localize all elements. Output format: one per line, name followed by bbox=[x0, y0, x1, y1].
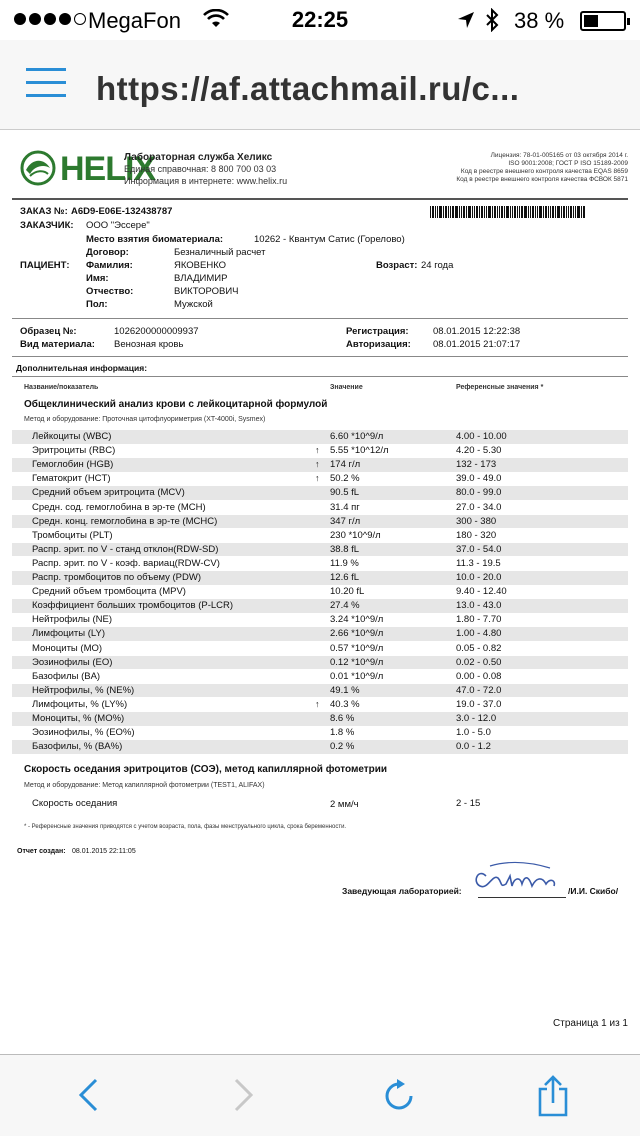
lab-title: Лабораторная служба Хеликс bbox=[124, 152, 273, 163]
chevron-left-icon[interactable] bbox=[76, 1077, 100, 1118]
material-label: Вид материала: bbox=[20, 339, 95, 350]
license-line: Код в реестре внешнего контроля качества ФСВОК 5871 bbox=[456, 176, 628, 183]
row-name: Эозинофилы (EO) bbox=[32, 656, 113, 668]
extra-info-label: Дополнительная информация: bbox=[16, 363, 148, 373]
esr-name: Скорость оседания bbox=[32, 798, 118, 809]
row-value: 347 г/л bbox=[330, 515, 361, 527]
row-name: Эозинофилы, % (EO%) bbox=[32, 727, 135, 739]
row-name: Моноциты (MO) bbox=[32, 642, 103, 654]
license-line: Лицензия: 78-01-005165 от 03 октября 2014 г. bbox=[490, 152, 628, 159]
name-label: Имя: bbox=[86, 273, 109, 284]
row-name: Средн. сод. гемоглобина в эр-те (MCH) bbox=[32, 501, 206, 513]
row-ref: 47.0 - 72.0 bbox=[456, 684, 502, 696]
table-row bbox=[12, 627, 628, 641]
row-value: 174 г/л bbox=[330, 459, 361, 471]
row-value: 0.12 *10^9/л bbox=[330, 656, 384, 668]
divider bbox=[12, 318, 628, 319]
row-ref: 39.0 - 49.0 bbox=[456, 473, 502, 485]
barcode bbox=[430, 206, 630, 218]
customer-value: ООО "Эссере" bbox=[86, 220, 150, 231]
registration-value: 08.01.2015 12:22:38 bbox=[433, 326, 521, 337]
customer-label: ЗАКАЗЧИК: bbox=[20, 220, 74, 231]
row-value: 49.1 % bbox=[330, 684, 360, 696]
row-name: Лимфоциты (LY) bbox=[32, 628, 105, 640]
table-row bbox=[12, 684, 628, 698]
head-label: Заведующая лабораторией: bbox=[342, 886, 462, 896]
row-name: Моноциты, % (MO%) bbox=[32, 713, 125, 724]
name-value: ВЛАДИМИР bbox=[174, 273, 228, 284]
row-ref: 1.0 - 5.0 bbox=[456, 727, 491, 739]
row-value: 0.2 % bbox=[330, 741, 355, 753]
location-arrow-icon bbox=[456, 10, 476, 36]
row-arrow: ↑ bbox=[315, 698, 320, 709]
row-value: 31.4 пг bbox=[330, 501, 360, 513]
table-row bbox=[12, 613, 628, 627]
reload-icon[interactable] bbox=[382, 1079, 416, 1118]
row-value: 11.9 % bbox=[330, 557, 359, 569]
menu-icon[interactable] bbox=[26, 68, 66, 100]
table-row bbox=[12, 557, 628, 571]
table-row bbox=[12, 712, 628, 726]
table-row bbox=[12, 472, 628, 486]
status-time: 22:25 bbox=[291, 7, 349, 32]
row-name: Эритроциты (RBC) bbox=[32, 445, 116, 457]
surname-label: Фамилия: bbox=[86, 260, 133, 271]
col-value-header: Значение bbox=[330, 384, 363, 391]
row-value: 90.5 fL bbox=[330, 487, 360, 499]
table-row bbox=[12, 543, 628, 557]
row-ref: 1.00 - 4.80 bbox=[456, 628, 502, 640]
row-ref: 27.0 - 34.0 bbox=[456, 501, 502, 513]
table-row bbox=[12, 656, 628, 670]
sex-value: Мужской bbox=[174, 299, 213, 310]
esr-title: Скорость оседания эритроцитов (СОЭ), метод капиллярной фотометрии bbox=[24, 764, 388, 775]
table-row bbox=[12, 740, 628, 754]
sample-place-label: Место взятия биоматериала: bbox=[86, 234, 224, 245]
report-created-value: 08.01.2015 22:11:05 bbox=[72, 848, 136, 855]
table-row bbox=[12, 501, 628, 515]
table-row bbox=[12, 430, 628, 444]
row-value: 3.24 *10^9/л bbox=[330, 614, 384, 626]
cbc-title: Общеклинический анализ крови с лейкоцитарной формулой bbox=[24, 399, 328, 410]
age-value: 24 года bbox=[421, 260, 454, 271]
helix-logo bbox=[20, 148, 156, 188]
url-text[interactable]: https://af.attachmail.ru/c... bbox=[96, 70, 520, 107]
report-created-label: Отчет создан: bbox=[17, 848, 66, 855]
row-ref: 9.40 - 12.40 bbox=[456, 586, 507, 598]
row-ref: 0.00 - 0.08 bbox=[456, 670, 502, 682]
row-ref: 300 - 380 bbox=[456, 515, 497, 527]
sample-place-value: 10262 - Квантум Сатис (Горелово) bbox=[254, 234, 405, 245]
lab-phone: Единая справочная: 8 800 700 03 03 bbox=[124, 164, 277, 174]
col-name-header: Название/показатель bbox=[24, 384, 99, 391]
row-ref: 0.02 - 0.50 bbox=[456, 656, 502, 668]
divider bbox=[12, 198, 628, 200]
row-ref: 4.20 - 5.30 bbox=[456, 445, 502, 457]
carrier-name: MegaFon bbox=[88, 8, 181, 33]
authorization-label: Авторизация: bbox=[346, 339, 411, 350]
share-icon[interactable] bbox=[536, 1075, 570, 1122]
row-name: Тромбоциты (PLT) bbox=[32, 529, 113, 541]
registration-label: Регистрация: bbox=[346, 326, 409, 337]
esr-ref: 2 - 15 bbox=[456, 798, 481, 809]
divider bbox=[12, 376, 628, 377]
surname-value: ЯКОВЕНКО bbox=[174, 260, 227, 271]
row-name: Коэффициент больших тромбоцитов (P-LCR) bbox=[32, 600, 234, 612]
row-ref: 132 - 173 bbox=[456, 459, 497, 471]
license-line: Код в реестре внешнего контроля качества EQAS 8659 bbox=[460, 168, 628, 175]
table-row bbox=[12, 670, 628, 684]
row-ref: 80.0 - 99.0 bbox=[456, 487, 502, 499]
row-name: Лимфоциты, % (LY%) bbox=[32, 698, 128, 710]
table-row bbox=[12, 585, 628, 599]
row-value: 8.6 % bbox=[330, 713, 355, 724]
divider bbox=[12, 356, 628, 357]
row-name: Средний объем тромбоцита (MPV) bbox=[32, 586, 186, 598]
col-ref-header: Референсные значения * bbox=[456, 384, 544, 391]
row-ref: 0.0 - 1.2 bbox=[456, 741, 491, 753]
row-name: Распр. тромбоцитов по объему (PDW) bbox=[32, 572, 202, 583]
row-name: Базофилы (BA) bbox=[32, 670, 101, 682]
patronymic-label: Отчество: bbox=[86, 286, 134, 297]
page-number: Страница 1 из 1 bbox=[553, 1018, 628, 1029]
row-arrow: ↑ bbox=[315, 445, 320, 456]
row-value: 27.4 % bbox=[330, 600, 360, 612]
row-ref: 37.0 - 54.0 bbox=[456, 543, 502, 555]
row-value: 5.55 *10^12/л bbox=[330, 445, 389, 457]
row-value: 1.8 % bbox=[330, 727, 355, 739]
row-ref: 19.0 - 37.0 bbox=[456, 698, 502, 710]
cbc-method: Метод и оборудование: Проточная цитофлуориметрия (XT-4000i, Sysmex) bbox=[24, 416, 266, 423]
row-name: Базофилы, % (BA%) bbox=[32, 741, 123, 753]
row-value: 6.60 *10^9/л bbox=[330, 431, 384, 442]
bluetooth-icon bbox=[484, 8, 500, 38]
row-name: Средний объем эритроцита (MCV) bbox=[32, 487, 185, 499]
row-ref: 13.0 - 43.0 bbox=[456, 600, 502, 612]
head-name: /И.И. Скибо/ bbox=[568, 886, 619, 896]
row-value: 50.2 % bbox=[330, 473, 360, 485]
row-value: 230 *10^9/л bbox=[330, 529, 381, 541]
chevron-right-icon[interactable] bbox=[232, 1077, 256, 1118]
row-name: Лейкоциты (WBC) bbox=[32, 431, 112, 442]
row-ref: 11.3 - 19.5 bbox=[456, 557, 501, 569]
table-row bbox=[12, 529, 628, 543]
table-row bbox=[12, 458, 628, 472]
row-name: Средн. конц. гемоглобина в эр-те (MCHC) bbox=[32, 515, 218, 527]
row-name: Распр. эрит. по V - коэф. вариац(RDW-CV) bbox=[32, 557, 220, 569]
browser-toolbar bbox=[0, 1054, 640, 1136]
row-value: 0.57 *10^9/л bbox=[330, 642, 384, 654]
age-label: Возраст: bbox=[376, 260, 418, 271]
battery-percent: 38 % bbox=[514, 8, 565, 33]
table-row bbox=[12, 698, 628, 712]
signature bbox=[470, 858, 570, 903]
lab-website: Информация в интернете: www.helix.ru bbox=[124, 176, 288, 186]
row-arrow: ↑ bbox=[315, 459, 320, 470]
patient-label: ПАЦИЕНТ: bbox=[20, 260, 70, 271]
order-number: A6D9-E06E-132438787 bbox=[71, 206, 173, 217]
row-value: 40.3 % bbox=[330, 698, 360, 710]
esr-method: Метод и оборудование: Метод капиллярной фотометрии (TEST1, ALIFAX) bbox=[24, 782, 265, 789]
contract-value: Безналичный расчет bbox=[174, 247, 266, 258]
battery-icon bbox=[580, 11, 626, 31]
row-name: Нейтрофилы, % (NE%) bbox=[32, 684, 135, 696]
logo-text: HELIX bbox=[60, 150, 156, 188]
sex-label: Пол: bbox=[86, 299, 108, 310]
table-row bbox=[12, 571, 628, 585]
row-ref: 180 - 320 bbox=[456, 529, 497, 541]
table-row bbox=[12, 642, 628, 656]
license-line: ISO 9001:2008; ГОСТ Р ISO 15189-2009 bbox=[508, 160, 628, 167]
table-row bbox=[12, 515, 628, 529]
esr-value: 2 мм/ч bbox=[330, 799, 359, 810]
table-row bbox=[12, 486, 628, 500]
lab-report-document bbox=[0, 130, 640, 1054]
row-ref: 0.05 - 0.82 bbox=[456, 642, 502, 654]
url-bar bbox=[0, 40, 640, 130]
row-arrow: ↑ bbox=[315, 473, 320, 484]
table-row bbox=[12, 444, 628, 458]
row-value: 2.66 *10^9/л bbox=[330, 628, 384, 640]
table-row bbox=[12, 599, 628, 613]
row-name: Гематокрит (HCT) bbox=[32, 473, 111, 485]
row-ref: 4.00 - 10.00 bbox=[456, 431, 507, 442]
footnote: * - Референсные значения приводятся с учетом возраста, пола, фазы менструального цикла, срока беременности. bbox=[24, 824, 347, 830]
material-value: Венозная кровь bbox=[114, 339, 184, 350]
row-name: Распр. эрит. по V - станд отклон(RDW-SD) bbox=[32, 543, 219, 555]
row-value: 38.8 fL bbox=[330, 543, 360, 555]
row-value: 10.20 fL bbox=[330, 586, 365, 598]
row-ref: 3.0 - 12.0 bbox=[456, 713, 497, 724]
order-label: ЗАКАЗ №: bbox=[20, 206, 68, 217]
sample-label: Образец №: bbox=[20, 326, 77, 337]
status-bar bbox=[0, 0, 640, 40]
row-name: Гемоглобин (HGB) bbox=[32, 459, 114, 471]
row-value: 0.01 *10^9/л bbox=[330, 670, 384, 682]
patronymic-value: ВИКТОРОВИЧ bbox=[174, 286, 239, 297]
sample-value: 1026200000009937 bbox=[114, 326, 199, 337]
row-name: Нейтрофилы (NE) bbox=[32, 614, 113, 626]
row-ref: 1.80 - 7.70 bbox=[456, 614, 502, 626]
row-value: 12.6 fL bbox=[330, 572, 360, 583]
contract-label: Договор: bbox=[86, 247, 129, 258]
table-row bbox=[12, 726, 628, 740]
authorization-value: 08.01.2015 21:07:17 bbox=[433, 339, 521, 350]
row-ref: 10.0 - 20.0 bbox=[456, 572, 502, 583]
